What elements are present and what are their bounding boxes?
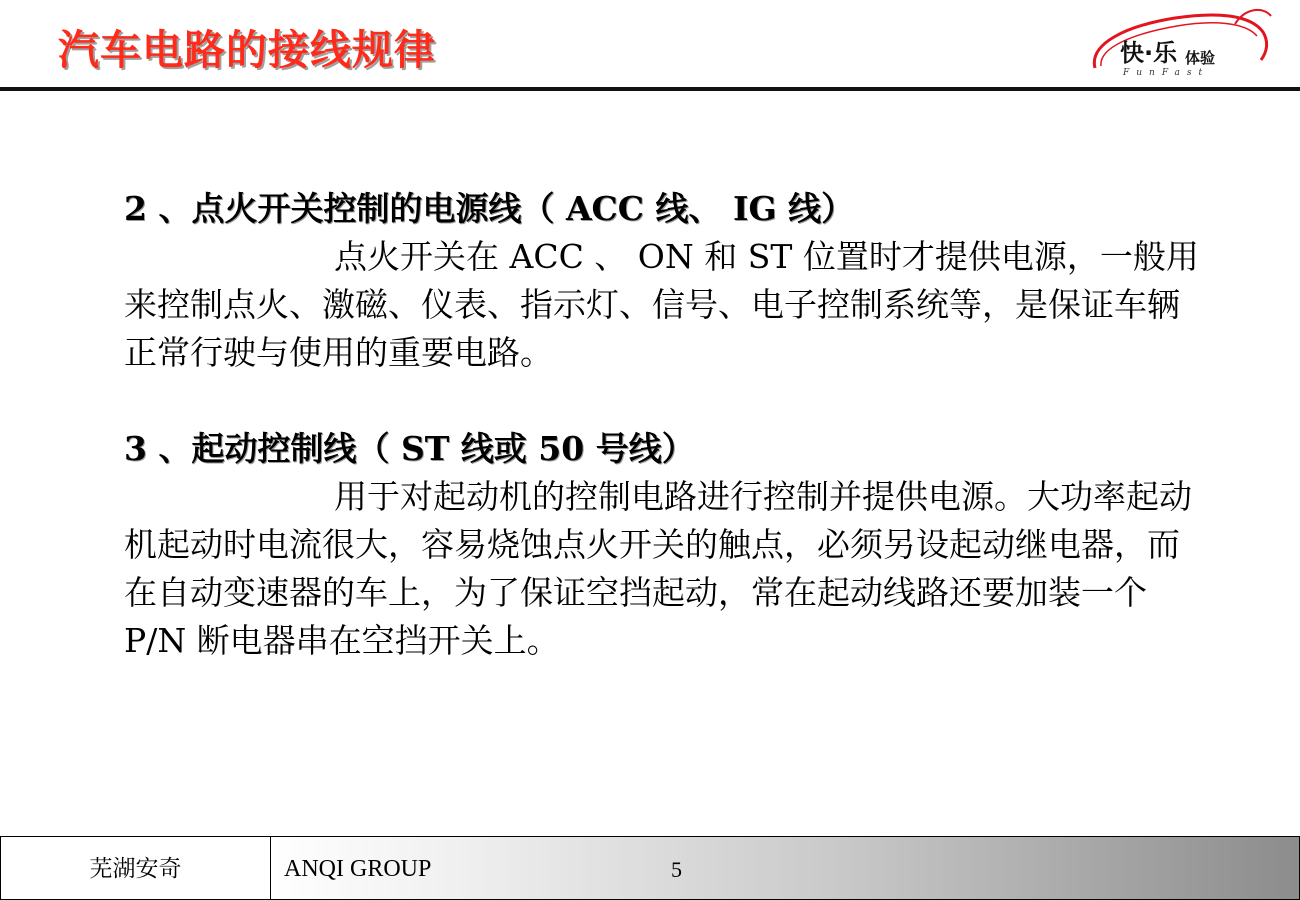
paragraph-lead: 点火开关在 ACC 、 ON 和 ST 位置时才提供电源，: [334, 237, 1100, 276]
section-heading: 2 、点火开关控制的电源线（ ACC 线、 IG 线）: [124, 189, 855, 228]
section-spacer: [124, 377, 1204, 425]
logo-main-text: 快·乐: [1120, 39, 1178, 67]
footer-company: 芜湖安奇: [89, 856, 182, 882]
paragraph-lead: 用于对起动机的控制电路进行控制并提供电源。: [334, 477, 1027, 516]
section-heading: 3 、起动控制线（ ST 线或 50 号线）: [124, 429, 695, 468]
slide-title: 汽车电路的接线规律: [58, 26, 436, 74]
header-divider: [0, 87, 1300, 91]
section-paragraph: [124, 233, 1204, 377]
footer-company-cell: [0, 836, 272, 900]
logo-sub-text: 体验: [1185, 49, 1216, 67]
section-paragraph: [124, 473, 1204, 665]
slide-body: [124, 185, 1204, 665]
logo: [1085, 4, 1280, 82]
paragraph-rest: 一般用来控制点火、激磁、仪表、指示灯、信号、电子控制系统等，是保证车辆正常行驶与使用的重要电路。: [124, 237, 1199, 372]
page-number: 5: [671, 857, 682, 882]
footer-info-cell: [271, 836, 1300, 900]
footer-group-name: ANQI GROUP: [284, 856, 432, 882]
paragraph-rest: 大功率起动机起动时电流很大，容易烧蚀点火开关的触点，必须另设起动继电器，而在自动变速器的车上，为了保证空挡起动，常在起动线路还要加装一个 P/N 断电器串在空挡开关上。: [124, 477, 1192, 660]
logo-english-text: FunFast: [1123, 68, 1210, 78]
footer-bar: [0, 836, 1300, 900]
